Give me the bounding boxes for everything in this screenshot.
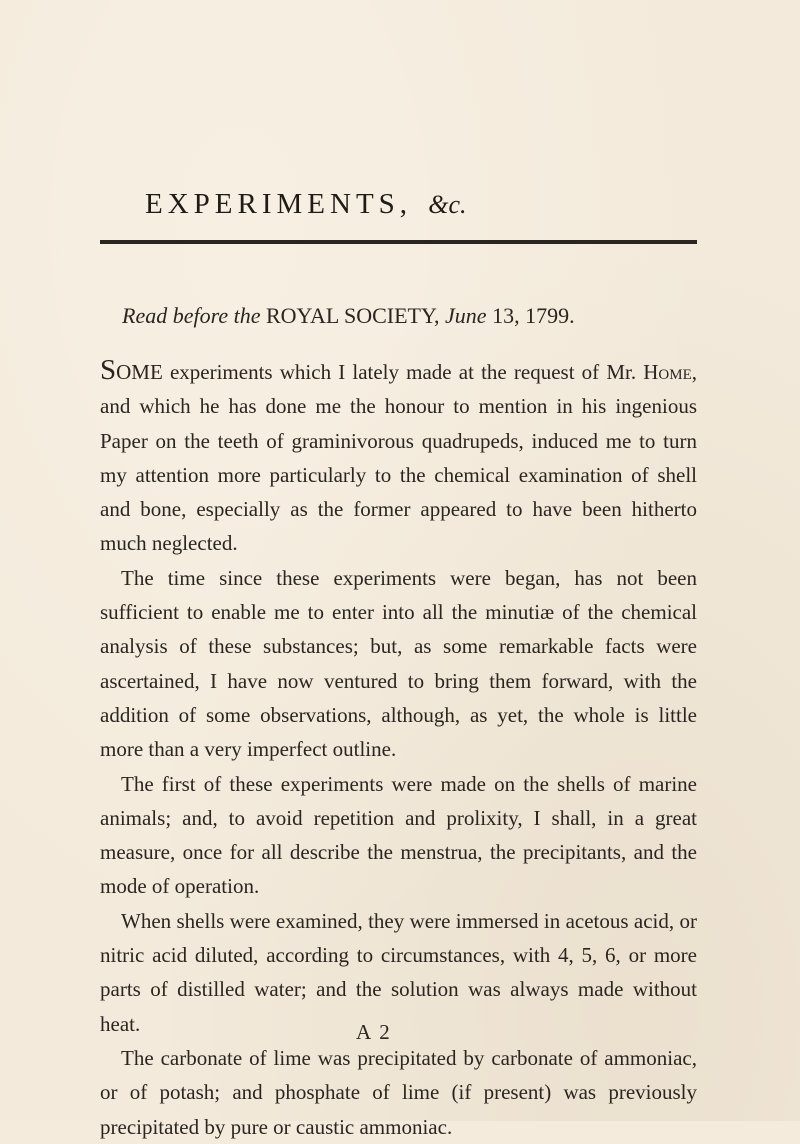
heading-rule	[100, 240, 697, 244]
paragraph-2: The time since these experiments were began, has not been sufficient to enable me to enter into all the minutiæ of the chemical analysis of these substances; but, as some remarkable facts were ascertained, I have now ventured to bring them forward, with the addition of some observations, although, as yet, the whole is little more than a very imperfect outline.	[100, 565, 697, 762]
page-heading	[145, 188, 467, 221]
heading-title: EXPERIMENTS,	[145, 188, 413, 220]
date-month-day: June	[445, 303, 487, 328]
society-name: ROYAL SOCIETY,	[265, 303, 440, 328]
first-word-rest: OME	[116, 360, 163, 384]
read-before-line	[122, 303, 575, 329]
drop-cap: S	[100, 354, 117, 386]
person-name-home: Home	[643, 360, 692, 384]
read-before-prefix: Read before the	[122, 303, 261, 328]
date-rest: 13, 1799.	[492, 303, 575, 328]
paragraph-1	[100, 355, 697, 561]
paragraph-4: When shells were examined, they were immersed in acetous acid, or nitric acid diluted, according to circumstances, with 4, 5, 6, or more parts of distilled water; and the solution was always made without heat.	[100, 908, 697, 1036]
paragraph-1-text-a: experiments which I lately made at the request of Mr.	[162, 360, 644, 384]
paragraph-1-text-b: , and which he has done me the honour to mention in his ingenious Paper on the teeth of graminivorous quadrupeds, induced me to turn my attention more particularly to the chemical examination of shell and bone, especially as the former appeared to have been hitherto much neglected.	[100, 360, 697, 556]
page-signature: A 2	[356, 1020, 392, 1044]
heading-etc: &c.	[428, 190, 467, 219]
body-text	[100, 355, 697, 1144]
paragraph-3: The first of these experiments were made on the shells of marine animals; and, to avoid repetition and prolixity, I shall, in a great measure, once for all describe the menstrua, the precipitants, and the mode of operation.	[100, 771, 697, 899]
paragraph-5: The carbonate of lime was precipitated by carbonate of ammoniac, or of potash; and phosphate of lime (if present) was previously precipitated by pure or caustic ammoniac.	[100, 1045, 697, 1139]
